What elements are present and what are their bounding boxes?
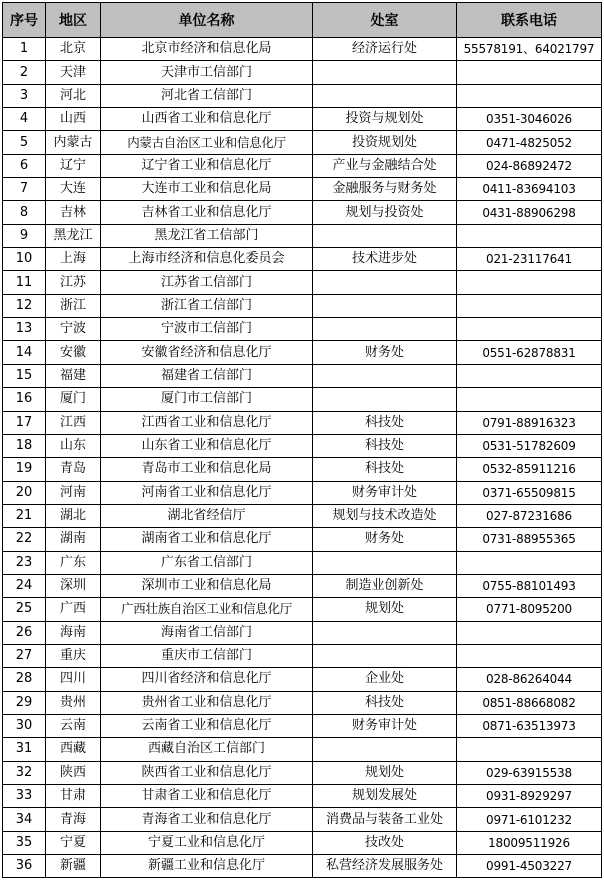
cell-unit-name: 大连市工业和信息化局 bbox=[101, 178, 313, 201]
cell-office: 规划与投资处 bbox=[313, 201, 457, 224]
cell-index: 1 bbox=[3, 38, 46, 61]
table-row bbox=[3, 528, 602, 551]
cell-office: 规划处 bbox=[313, 598, 457, 621]
cell-region: 四川 bbox=[46, 668, 101, 691]
cell-index: 16 bbox=[3, 388, 46, 411]
cell-phone bbox=[457, 551, 602, 574]
cell-unit-name: 西藏自治区工信部门 bbox=[101, 738, 313, 761]
cell-region: 江苏 bbox=[46, 271, 101, 294]
cell-unit-name: 深圳市工业和信息化局 bbox=[101, 574, 313, 597]
cell-index: 15 bbox=[3, 364, 46, 387]
cell-office bbox=[313, 738, 457, 761]
cell-unit-name: 贵州省工业和信息化厅 bbox=[101, 691, 313, 714]
cell-unit-name: 宁波市工信部门 bbox=[101, 318, 313, 341]
table-row bbox=[3, 318, 602, 341]
table-row bbox=[3, 598, 602, 621]
header-unit-name: 单位名称 bbox=[101, 3, 313, 38]
cell-phone: 0755-88101493 bbox=[457, 574, 602, 597]
table-row bbox=[3, 108, 602, 131]
cell-index: 28 bbox=[3, 668, 46, 691]
cell-phone: 028-86264044 bbox=[457, 668, 602, 691]
table-row bbox=[3, 738, 602, 761]
cell-office bbox=[313, 621, 457, 644]
cell-office bbox=[313, 224, 457, 247]
cell-phone bbox=[457, 644, 602, 667]
cell-unit-name: 江苏省工信部门 bbox=[101, 271, 313, 294]
table-row bbox=[3, 294, 602, 317]
cell-phone: 0871-63513973 bbox=[457, 714, 602, 737]
cell-region: 河北 bbox=[46, 84, 101, 107]
cell-region: 宁波 bbox=[46, 318, 101, 341]
cell-office: 财务处 bbox=[313, 341, 457, 364]
table-row bbox=[3, 411, 602, 434]
table-row bbox=[3, 714, 602, 737]
cell-phone bbox=[457, 621, 602, 644]
cell-index: 24 bbox=[3, 574, 46, 597]
cell-office: 企业处 bbox=[313, 668, 457, 691]
table-row bbox=[3, 551, 602, 574]
table-row bbox=[3, 644, 602, 667]
cell-index: 17 bbox=[3, 411, 46, 434]
table-row bbox=[3, 458, 602, 481]
cell-phone: 021-23117641 bbox=[457, 248, 602, 271]
cell-index: 7 bbox=[3, 178, 46, 201]
cell-region: 青岛 bbox=[46, 458, 101, 481]
table-row bbox=[3, 388, 602, 411]
cell-office: 科技处 bbox=[313, 458, 457, 481]
table-row bbox=[3, 248, 602, 271]
header-office: 处室 bbox=[313, 3, 457, 38]
table-row bbox=[3, 504, 602, 527]
cell-office: 制造业创新处 bbox=[313, 574, 457, 597]
cell-index: 25 bbox=[3, 598, 46, 621]
cell-office bbox=[313, 644, 457, 667]
header-phone: 联系电话 bbox=[457, 3, 602, 38]
cell-index: 14 bbox=[3, 341, 46, 364]
cell-unit-name: 浙江省工信部门 bbox=[101, 294, 313, 317]
cell-phone: 027-87231686 bbox=[457, 504, 602, 527]
cell-index: 10 bbox=[3, 248, 46, 271]
cell-phone bbox=[457, 388, 602, 411]
cell-index: 29 bbox=[3, 691, 46, 714]
cell-region: 甘肃 bbox=[46, 785, 101, 808]
table-row bbox=[3, 481, 602, 504]
cell-region: 广东 bbox=[46, 551, 101, 574]
table-row bbox=[3, 154, 602, 177]
cell-office: 技术进步处 bbox=[313, 248, 457, 271]
cell-office: 经济运行处 bbox=[313, 38, 457, 61]
table-row bbox=[3, 131, 602, 154]
cell-office: 产业与金融结合处 bbox=[313, 154, 457, 177]
cell-index: 36 bbox=[3, 855, 46, 878]
cell-phone: 0731-88955365 bbox=[457, 528, 602, 551]
cell-office: 投资规划处 bbox=[313, 131, 457, 154]
cell-phone bbox=[457, 318, 602, 341]
cell-office: 规划与技术改造处 bbox=[313, 504, 457, 527]
cell-office: 规划发展处 bbox=[313, 785, 457, 808]
table-row bbox=[3, 178, 602, 201]
cell-index: 30 bbox=[3, 714, 46, 737]
cell-office: 科技处 bbox=[313, 434, 457, 457]
table-row bbox=[3, 341, 602, 364]
cell-unit-name: 厦门市工信部门 bbox=[101, 388, 313, 411]
cell-phone: 0531-51782609 bbox=[457, 434, 602, 457]
cell-region: 宁夏 bbox=[46, 831, 101, 854]
cell-office: 金融服务与财务处 bbox=[313, 178, 457, 201]
cell-office bbox=[313, 318, 457, 341]
cell-office bbox=[313, 364, 457, 387]
cell-region: 湖北 bbox=[46, 504, 101, 527]
table-row bbox=[3, 785, 602, 808]
cell-unit-name: 上海市经济和信息化委员会 bbox=[101, 248, 313, 271]
table-row bbox=[3, 761, 602, 784]
cell-phone: 0371-65509815 bbox=[457, 481, 602, 504]
cell-office bbox=[313, 61, 457, 84]
cell-region: 青海 bbox=[46, 808, 101, 831]
cell-unit-name: 宁夏工业和信息化厅 bbox=[101, 831, 313, 854]
cell-unit-name: 内蒙古自治区工业和信息化厅 bbox=[101, 131, 313, 154]
table-row bbox=[3, 621, 602, 644]
cell-unit-name: 甘肃省工业和信息化厅 bbox=[101, 785, 313, 808]
cell-region: 北京 bbox=[46, 38, 101, 61]
cell-index: 6 bbox=[3, 154, 46, 177]
cell-region: 福建 bbox=[46, 364, 101, 387]
cell-phone: 0791-88916323 bbox=[457, 411, 602, 434]
table-row bbox=[3, 38, 602, 61]
cell-phone bbox=[457, 271, 602, 294]
cell-index: 31 bbox=[3, 738, 46, 761]
cell-region: 安徽 bbox=[46, 341, 101, 364]
cell-unit-name: 新疆工业和信息化厅 bbox=[101, 855, 313, 878]
cell-unit-name: 山西省工业和信息化厅 bbox=[101, 108, 313, 131]
cell-phone: 0471-4825052 bbox=[457, 131, 602, 154]
cell-region: 厦门 bbox=[46, 388, 101, 411]
cell-index: 2 bbox=[3, 61, 46, 84]
cell-region: 黑龙江 bbox=[46, 224, 101, 247]
cell-office: 科技处 bbox=[313, 691, 457, 714]
table-body bbox=[3, 38, 602, 878]
cell-region: 山西 bbox=[46, 108, 101, 131]
cell-region: 西藏 bbox=[46, 738, 101, 761]
cell-unit-name: 黑龙江省工信部门 bbox=[101, 224, 313, 247]
cell-index: 27 bbox=[3, 644, 46, 667]
cell-unit-name: 重庆市工信部门 bbox=[101, 644, 313, 667]
cell-index: 32 bbox=[3, 761, 46, 784]
table-row bbox=[3, 855, 602, 878]
cell-unit-name: 广西壮族自治区工业和信息化厅 bbox=[101, 598, 313, 621]
cell-region: 河南 bbox=[46, 481, 101, 504]
cell-phone: 0851-88668082 bbox=[457, 691, 602, 714]
table-row bbox=[3, 224, 602, 247]
cell-index: 19 bbox=[3, 458, 46, 481]
cell-index: 22 bbox=[3, 528, 46, 551]
cell-index: 5 bbox=[3, 131, 46, 154]
cell-unit-name: 青海省工业和信息化厅 bbox=[101, 808, 313, 831]
cell-unit-name: 天津市工信部门 bbox=[101, 61, 313, 84]
cell-phone: 0771-8095200 bbox=[457, 598, 602, 621]
cell-region: 江西 bbox=[46, 411, 101, 434]
cell-office: 技改处 bbox=[313, 831, 457, 854]
cell-phone: 0551-62878831 bbox=[457, 341, 602, 364]
cell-region: 上海 bbox=[46, 248, 101, 271]
cell-phone bbox=[457, 84, 602, 107]
cell-unit-name: 海南省工信部门 bbox=[101, 621, 313, 644]
cell-phone bbox=[457, 738, 602, 761]
cell-index: 12 bbox=[3, 294, 46, 317]
cell-unit-name: 江西省工业和信息化厅 bbox=[101, 411, 313, 434]
cell-region: 湖南 bbox=[46, 528, 101, 551]
table-row bbox=[3, 84, 602, 107]
cell-region: 浙江 bbox=[46, 294, 101, 317]
cell-region: 大连 bbox=[46, 178, 101, 201]
cell-phone: 0971-6101232 bbox=[457, 808, 602, 831]
cell-index: 13 bbox=[3, 318, 46, 341]
cell-office: 财务审计处 bbox=[313, 714, 457, 737]
cell-index: 18 bbox=[3, 434, 46, 457]
cell-phone bbox=[457, 364, 602, 387]
cell-unit-name: 安徽省经济和信息化厅 bbox=[101, 341, 313, 364]
cell-unit-name: 福建省工信部门 bbox=[101, 364, 313, 387]
cell-phone bbox=[457, 61, 602, 84]
cell-region: 云南 bbox=[46, 714, 101, 737]
cell-office: 财务审计处 bbox=[313, 481, 457, 504]
cell-phone: 55578191、64021797 bbox=[457, 38, 602, 61]
cell-index: 35 bbox=[3, 831, 46, 854]
cell-phone bbox=[457, 294, 602, 317]
cell-index: 21 bbox=[3, 504, 46, 527]
cell-region: 天津 bbox=[46, 61, 101, 84]
cell-phone: 024-86892472 bbox=[457, 154, 602, 177]
contact-table bbox=[2, 2, 602, 878]
cell-unit-name: 河南省工业和信息化厅 bbox=[101, 481, 313, 504]
cell-unit-name: 青岛市工业和信息化局 bbox=[101, 458, 313, 481]
cell-phone: 0931-8929297 bbox=[457, 785, 602, 808]
cell-index: 3 bbox=[3, 84, 46, 107]
header-index: 序号 bbox=[3, 3, 46, 38]
cell-phone: 0431-88906298 bbox=[457, 201, 602, 224]
cell-unit-name: 四川省经济和信息化厅 bbox=[101, 668, 313, 691]
table-row bbox=[3, 201, 602, 224]
cell-unit-name: 北京市经济和信息化局 bbox=[101, 38, 313, 61]
cell-phone bbox=[457, 224, 602, 247]
cell-office: 规划处 bbox=[313, 761, 457, 784]
cell-region: 辽宁 bbox=[46, 154, 101, 177]
cell-index: 4 bbox=[3, 108, 46, 131]
cell-office bbox=[313, 271, 457, 294]
table-row bbox=[3, 364, 602, 387]
cell-region: 吉林 bbox=[46, 201, 101, 224]
cell-index: 33 bbox=[3, 785, 46, 808]
table-row bbox=[3, 831, 602, 854]
table-row bbox=[3, 61, 602, 84]
cell-unit-name: 湖南省工业和信息化厅 bbox=[101, 528, 313, 551]
cell-region: 重庆 bbox=[46, 644, 101, 667]
cell-office bbox=[313, 551, 457, 574]
cell-region: 陕西 bbox=[46, 761, 101, 784]
cell-region: 内蒙古 bbox=[46, 131, 101, 154]
cell-office: 投资与规划处 bbox=[313, 108, 457, 131]
cell-office: 科技处 bbox=[313, 411, 457, 434]
cell-index: 8 bbox=[3, 201, 46, 224]
cell-unit-name: 河北省工信部门 bbox=[101, 84, 313, 107]
header-region: 地区 bbox=[46, 3, 101, 38]
cell-office: 财务处 bbox=[313, 528, 457, 551]
cell-unit-name: 湖北省经信厅 bbox=[101, 504, 313, 527]
cell-region: 山东 bbox=[46, 434, 101, 457]
table-row bbox=[3, 574, 602, 597]
table-row bbox=[3, 808, 602, 831]
table-row bbox=[3, 668, 602, 691]
cell-unit-name: 广东省工信部门 bbox=[101, 551, 313, 574]
cell-region: 新疆 bbox=[46, 855, 101, 878]
table-row bbox=[3, 691, 602, 714]
cell-unit-name: 云南省工业和信息化厅 bbox=[101, 714, 313, 737]
cell-index: 11 bbox=[3, 271, 46, 294]
cell-unit-name: 辽宁省工业和信息化厅 bbox=[101, 154, 313, 177]
table-row bbox=[3, 434, 602, 457]
header-row bbox=[3, 3, 602, 38]
cell-phone: 029-63915538 bbox=[457, 761, 602, 784]
cell-office bbox=[313, 294, 457, 317]
cell-index: 9 bbox=[3, 224, 46, 247]
cell-phone: 0351-3046026 bbox=[457, 108, 602, 131]
cell-region: 贵州 bbox=[46, 691, 101, 714]
cell-region: 广西 bbox=[46, 598, 101, 621]
cell-index: 20 bbox=[3, 481, 46, 504]
cell-index: 34 bbox=[3, 808, 46, 831]
cell-region: 海南 bbox=[46, 621, 101, 644]
table-row bbox=[3, 271, 602, 294]
cell-unit-name: 山东省工业和信息化厅 bbox=[101, 434, 313, 457]
cell-index: 26 bbox=[3, 621, 46, 644]
cell-office bbox=[313, 388, 457, 411]
cell-region: 深圳 bbox=[46, 574, 101, 597]
cell-unit-name: 吉林省工业和信息化厅 bbox=[101, 201, 313, 224]
cell-phone: 0991-4503227 bbox=[457, 855, 602, 878]
cell-index: 23 bbox=[3, 551, 46, 574]
cell-office: 私营经济发展服务处 bbox=[313, 855, 457, 878]
cell-unit-name: 陕西省工业和信息化厅 bbox=[101, 761, 313, 784]
cell-phone: 0532-85911216 bbox=[457, 458, 602, 481]
cell-phone: 18009511926 bbox=[457, 831, 602, 854]
cell-phone: 0411-83694103 bbox=[457, 178, 602, 201]
cell-office: 消费品与装备工业处 bbox=[313, 808, 457, 831]
cell-office bbox=[313, 84, 457, 107]
